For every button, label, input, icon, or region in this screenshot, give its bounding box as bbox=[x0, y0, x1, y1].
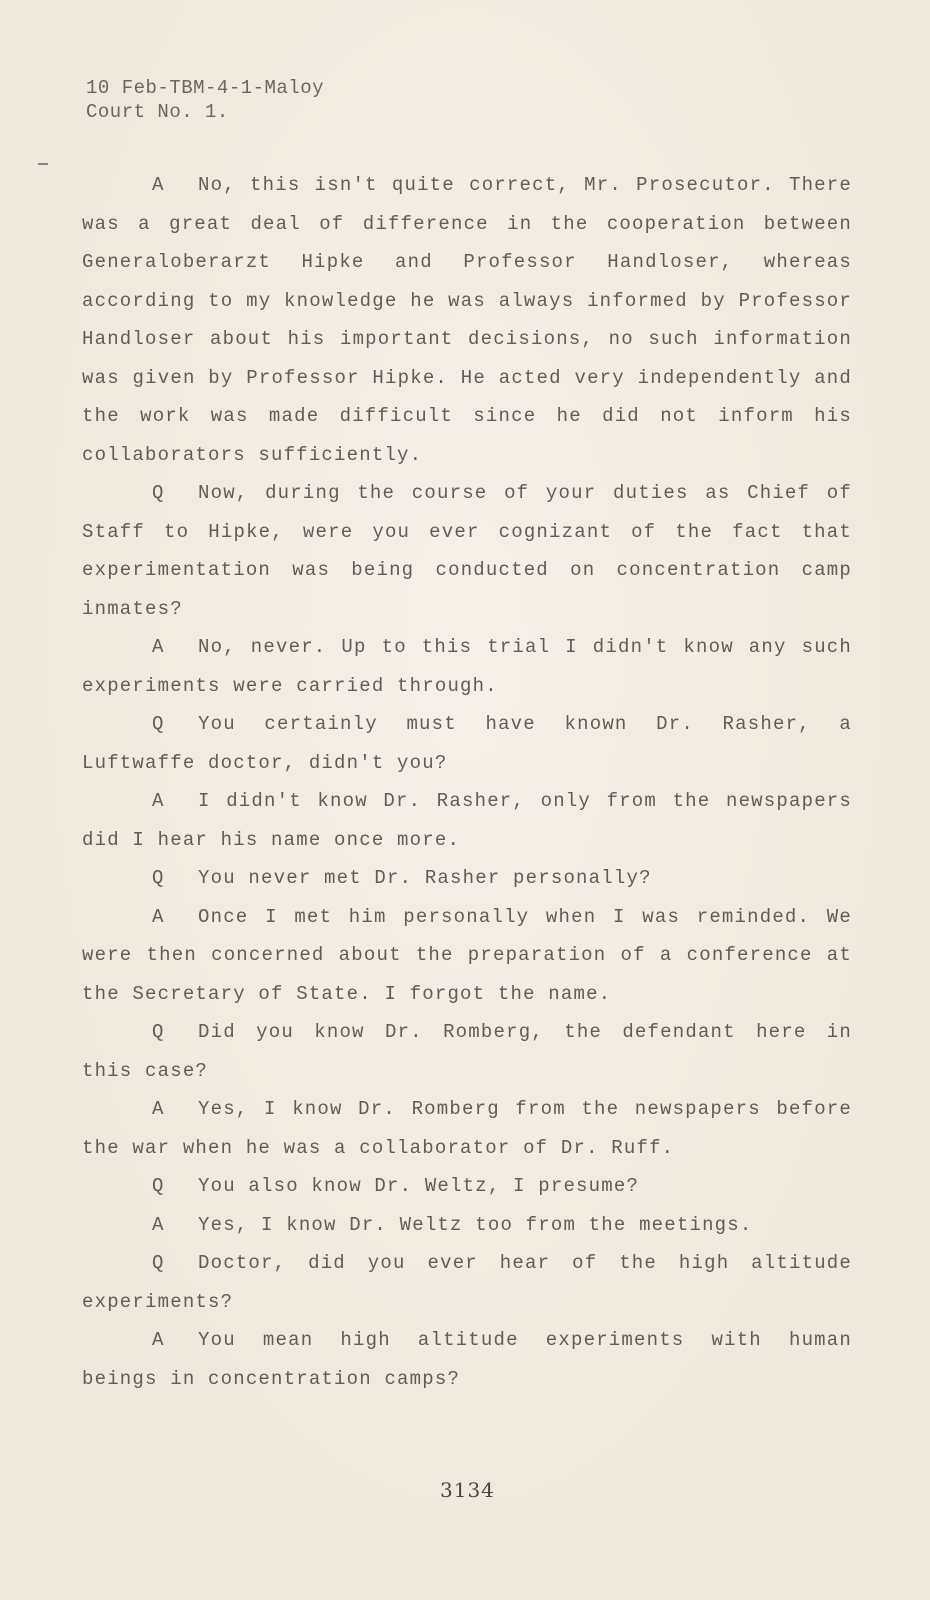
speaker-label: Q bbox=[152, 713, 165, 735]
header-date-reference: 10 Feb-TBM-4-1-Maloy bbox=[86, 77, 325, 99]
testimony-paragraph bbox=[82, 1013, 852, 1090]
testimony-body bbox=[82, 166, 852, 1398]
testimony-text: No, this isn't quite correct, Mr. Prosecutor. There was a great deal of difference in the cooperation between Generaloberarzt Hipke and Professor Handloser, whereas according to my knowledge he was always informed by Professor Handloser about his important decisions, no such information was given by Professor Hipke. He acted very independently and the work was made difficult since he did not inform his collaborators sufficiently. bbox=[82, 174, 852, 466]
testimony-paragraph bbox=[82, 474, 852, 628]
page-number: 3134 bbox=[440, 1478, 495, 1502]
testimony-text: You certainly must have known Dr. Rasher, a Luftwaffe doctor, didn't you? bbox=[82, 713, 852, 774]
testimony-paragraph bbox=[82, 1321, 852, 1398]
testimony-paragraph bbox=[82, 859, 852, 898]
testimony-text: I didn't know Dr. Rasher, only from the newspapers did I hear his name once more. bbox=[82, 790, 852, 851]
testimony-text: No, never. Up to this trial I didn't know any such experiments were carried through. bbox=[82, 636, 852, 697]
document-header bbox=[86, 76, 324, 124]
speaker-label: A bbox=[152, 174, 165, 196]
header-court-number: Court No. 1. bbox=[86, 101, 229, 123]
speaker-label: A bbox=[152, 905, 165, 928]
speaker-label: A bbox=[152, 1098, 165, 1120]
testimony-text: Doctor, did you ever hear of the high altitude experiments? bbox=[82, 1252, 852, 1313]
testimony-paragraph bbox=[82, 1167, 852, 1206]
testimony-paragraph bbox=[82, 166, 852, 474]
testimony-paragraph bbox=[82, 1244, 852, 1321]
testimony-paragraph bbox=[82, 1090, 852, 1167]
testimony-paragraph bbox=[82, 898, 852, 1014]
speaker-label: A bbox=[152, 1329, 165, 1351]
margin-mark bbox=[38, 163, 48, 165]
speaker-label: A bbox=[152, 1213, 165, 1236]
testimony-paragraph bbox=[82, 705, 852, 782]
testimony-paragraph bbox=[82, 628, 852, 705]
speaker-label: A bbox=[152, 790, 165, 812]
speaker-label: Q bbox=[152, 867, 165, 889]
testimony-text: Once I met him personally when I was reminded. We were then concerned about the preparation of a conference at the Secretary of State. I forgot the name. bbox=[82, 905, 852, 1005]
testimony-text: Yes, I know Dr. Weltz too from the meetings. bbox=[198, 1213, 753, 1236]
speaker-label: Q bbox=[152, 1021, 165, 1043]
testimony-paragraph bbox=[82, 782, 852, 859]
testimony-text: Now, during the course of your duties as Chief of Staff to Hipke, were you ever cognizant of the fact that experimentation was being conducted on concentration camp inmates? bbox=[82, 482, 852, 620]
speaker-label: Q bbox=[152, 1175, 165, 1197]
speaker-label: A bbox=[152, 636, 165, 658]
testimony-text: Did you know Dr. Romberg, the defendant here in this case? bbox=[82, 1021, 852, 1082]
testimony-paragraph bbox=[82, 1206, 852, 1245]
testimony-text: Yes, I know Dr. Romberg from the newspapers before the war when he was a collaborator of Dr. Ruff. bbox=[82, 1098, 852, 1159]
speaker-label: Q bbox=[152, 482, 165, 504]
speaker-label: Q bbox=[152, 1252, 165, 1274]
testimony-text: You never met Dr. Rasher personally? bbox=[198, 867, 652, 889]
testimony-text: You also know Dr. Weltz, I presume? bbox=[198, 1175, 640, 1197]
testimony-text: You mean high altitude experiments with human beings in concentration camps? bbox=[82, 1329, 852, 1390]
